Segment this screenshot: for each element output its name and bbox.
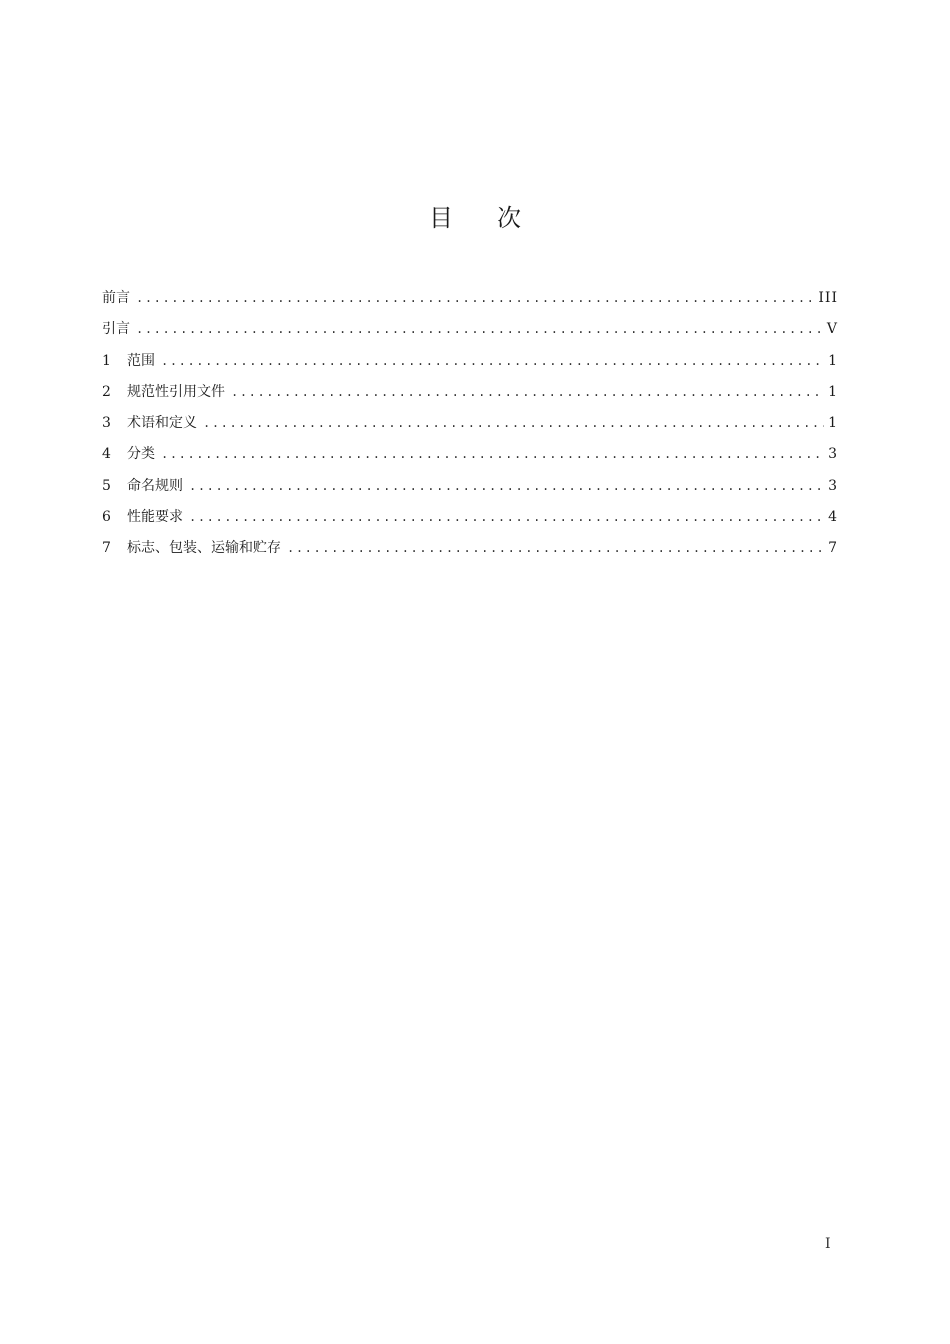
toc-entry-number: 2 [102, 383, 111, 400]
title-char-2: 次 [497, 204, 521, 232]
toc-entry-number: 4 [102, 446, 111, 463]
toc-entry-3[interactable] [102, 408, 838, 439]
toc-leader-dots [287, 533, 824, 564]
toc-entry-introduction[interactable] [102, 314, 838, 345]
toc-entry-label: 术语和定义 [127, 415, 197, 432]
toc-entry-number: 5 [102, 477, 111, 494]
table-of-contents [102, 283, 838, 565]
toc-entry-label: 分类 [127, 446, 155, 463]
toc-leader-dots [203, 408, 824, 439]
toc-entry-page: 3 [828, 446, 838, 463]
toc-entry-label: 前言 [102, 290, 130, 306]
page-title [0, 200, 950, 236]
toc-entry-number: 7 [102, 540, 111, 557]
toc-entry-number: 3 [102, 415, 111, 432]
toc-entry-page: 1 [828, 383, 838, 400]
toc-entry-number: 6 [102, 509, 111, 526]
toc-entry-page: 1 [828, 352, 838, 369]
toc-entry-7[interactable] [102, 533, 838, 564]
toc-entry-1[interactable] [102, 346, 838, 377]
toc-entry-6[interactable] [102, 502, 838, 533]
toc-entry-page: III [818, 290, 838, 306]
toc-entry-label: 性能要求 [127, 509, 183, 526]
toc-entry-page: 3 [828, 477, 838, 494]
toc-leader-dots [189, 471, 824, 502]
toc-leader-dots [189, 502, 824, 533]
toc-leader-dots [136, 283, 814, 314]
toc-leader-dots [231, 377, 824, 408]
toc-entry-foreword[interactable] [102, 283, 838, 314]
toc-entry-page: 7 [828, 540, 838, 557]
toc-entry-label: 规范性引用文件 [127, 383, 225, 400]
toc-leader-dots [136, 314, 823, 345]
toc-entry-4[interactable] [102, 439, 838, 470]
toc-leader-dots [161, 439, 824, 470]
page-number: I [825, 1236, 831, 1252]
toc-entry-page: 1 [828, 415, 838, 432]
toc-leader-dots [161, 346, 824, 377]
toc-entry-label: 命名规则 [127, 477, 183, 494]
toc-entry-2[interactable] [102, 377, 838, 408]
toc-entry-label: 引言 [102, 321, 130, 338]
toc-entry-label: 标志、包装、运输和贮存 [127, 540, 281, 557]
toc-entry-page: 4 [828, 509, 838, 526]
toc-entry-number: 1 [102, 352, 111, 369]
toc-entry-5[interactable] [102, 471, 838, 502]
toc-entry-page: V [826, 321, 838, 338]
title-char-1: 目 [429, 204, 453, 232]
toc-entry-label: 范围 [127, 352, 155, 369]
